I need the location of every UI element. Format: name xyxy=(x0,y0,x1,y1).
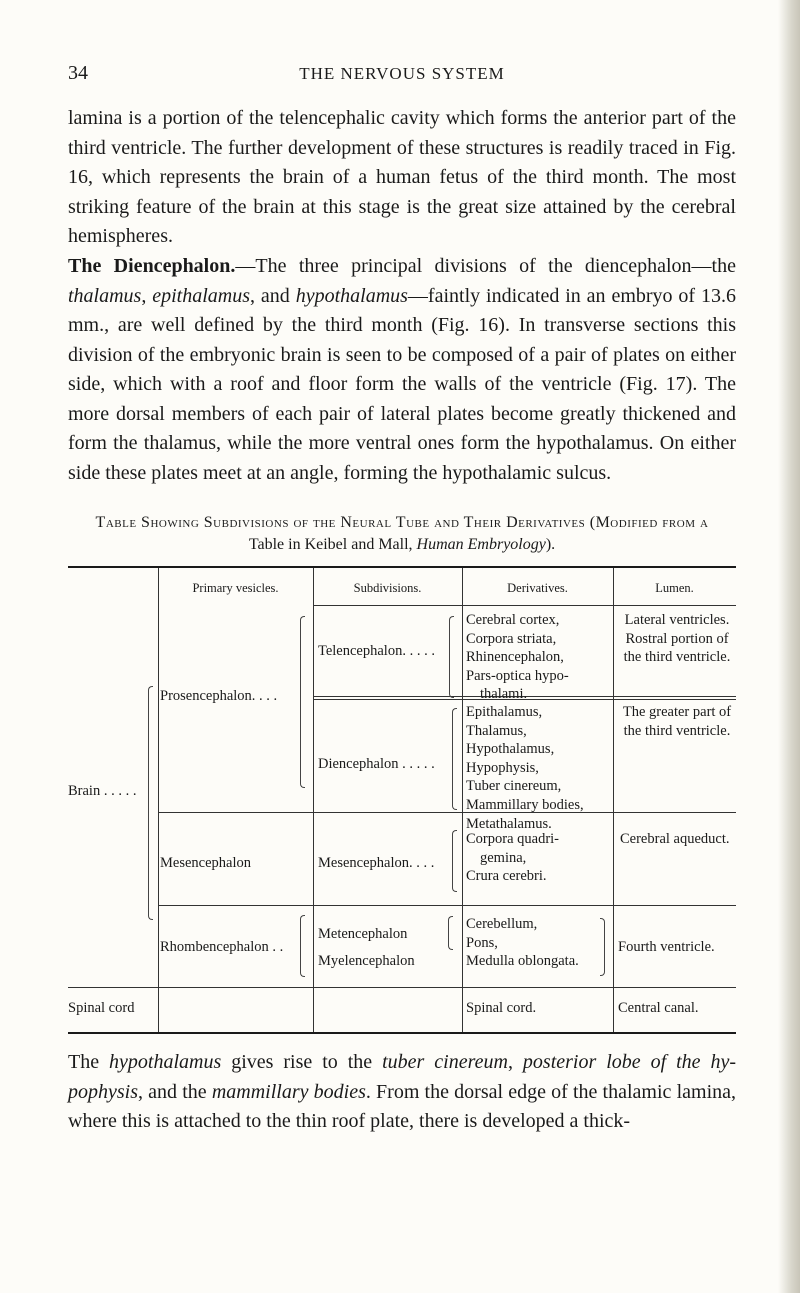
cell-mesencephalon-sub: Mesencephalon. . . . xyxy=(318,855,435,871)
rhomb-lumen: Fourth ventricle. xyxy=(618,939,715,955)
cell-telencephalon: Telencephalon. . . . . xyxy=(318,643,435,659)
paragraph-hypothalamus: The hypothalamus gives rise to the tuber cinereum, posterior lobe of the hy-pophysis, and the mammillary bodies. From the dorsal edge of the thalamic lamina, where this is attached to the thin roof plate, there is developed a thick- xyxy=(68,1051,737,1132)
telen-lumen: Lateral ventricles. Rostral portion of the third ventricle. xyxy=(623,612,731,666)
cell-brain: Brain . . . . . xyxy=(68,783,137,799)
section-heading: The Diencephalon. xyxy=(68,255,236,277)
paragraph-intro: lamina is a portion of the telencephalic cavity which forms the anterior part of the third ventricle. The further development of these structures is readily traced in Fig. 16, which represents the brain of a human fetus of the third month. The most striking feature of the brain at this stage is the great size attained by the cerebral hemispheres. xyxy=(68,107,736,247)
deriv-item: thalami. xyxy=(480,686,528,703)
header-lumen: Lumen. xyxy=(655,581,694,595)
caption-line-1: Table Showing Subdivisions of the Neural Tube and Their Derivatives (Modified from a xyxy=(95,514,709,531)
cell-metencephalon: Metencephalon xyxy=(318,926,408,942)
brace-telencephalon xyxy=(449,616,454,698)
cell-diencephalon: Diencephalon . . . . . xyxy=(318,756,435,772)
deriv-item: Rhinencephalon, xyxy=(466,649,564,666)
dien-derivatives: Epithalamus, Thalamus, Hypothalamus, Hypophysis, Tuber cinereum, Mammillary bodies, Metathalamus. xyxy=(466,704,584,832)
cell-spinal-primary: Spinal cord xyxy=(68,1000,135,1016)
deriv-item: Pars-optica hypo- xyxy=(466,667,569,684)
cell-spinal-lumen: Central canal. xyxy=(618,1000,699,1016)
table-caption xyxy=(68,512,736,556)
brace-rhomb-derivs xyxy=(600,918,605,976)
cell-myelencephalon: Myelencephalon xyxy=(318,953,415,969)
deriv-item: Corpora striata, xyxy=(466,630,557,647)
deriv-item: Cerebral cortex, xyxy=(466,612,560,628)
brace-metencephalon xyxy=(448,916,453,950)
telen-derivatives xyxy=(466,611,569,704)
cell-spinal-deriv: Spinal cord. xyxy=(466,1000,537,1016)
mesen-lumen: Cerebral aqueduct. xyxy=(620,831,730,847)
mesen-derivatives: Corpora quadri- gemina, Crura cerebri. xyxy=(466,831,560,885)
brace-rhombencephalon xyxy=(300,915,305,977)
rhomb-derivatives: Cerebellum, Pons, Medulla oblongata. xyxy=(466,916,579,970)
page-number: 34 xyxy=(68,62,88,84)
table-bottom-rule xyxy=(68,1032,736,1034)
brace-mesencephalon xyxy=(452,830,457,892)
cell-mesencephalon-primary: Mesencephalon xyxy=(160,855,251,871)
page-header xyxy=(68,62,736,86)
brace-brain xyxy=(148,686,153,920)
brace-prosencephalon xyxy=(300,616,305,788)
table-cells xyxy=(68,568,736,1032)
cell-rhombencephalon: Rhombencephalon . . xyxy=(160,939,284,955)
running-title: THE NERVOUS SYSTEM xyxy=(299,64,505,83)
header-primary-vesicles: Primary vesicles. xyxy=(192,581,279,595)
brace-diencephalon xyxy=(452,708,457,810)
dien-lumen: The greater part of the third ventricle. xyxy=(622,704,732,739)
header-subdivisions: Subdivisions. xyxy=(353,581,422,595)
paragraph-diencephalon: The Diencephalon.—The three principal divisions of the diencephalon—the thalamus, epithalamus, and hypothalamus—faintly indicated in an embryo of 13.6 mm., are well defined by the third month (Fig. 16). In transverse sections this division of the embryonic brain is seen to be composed of a pair of plates on either side, which with a roof and floor form the walls of the ventricle (Fig. 17). The more dorsal members of each pair of lateral plates become greatly thickened and form the thalamus, while the more ventral ones form the hypothalamus. On either side these plates meet at an angle, forming the hypothalamic sulcus. xyxy=(68,255,736,484)
caption-line-2: Table in Keibel and Mall, Human Embryology). xyxy=(248,536,556,553)
header-derivatives: Derivatives. xyxy=(507,581,568,595)
cell-prosencephalon: Prosencephalon. . . . xyxy=(160,688,278,704)
